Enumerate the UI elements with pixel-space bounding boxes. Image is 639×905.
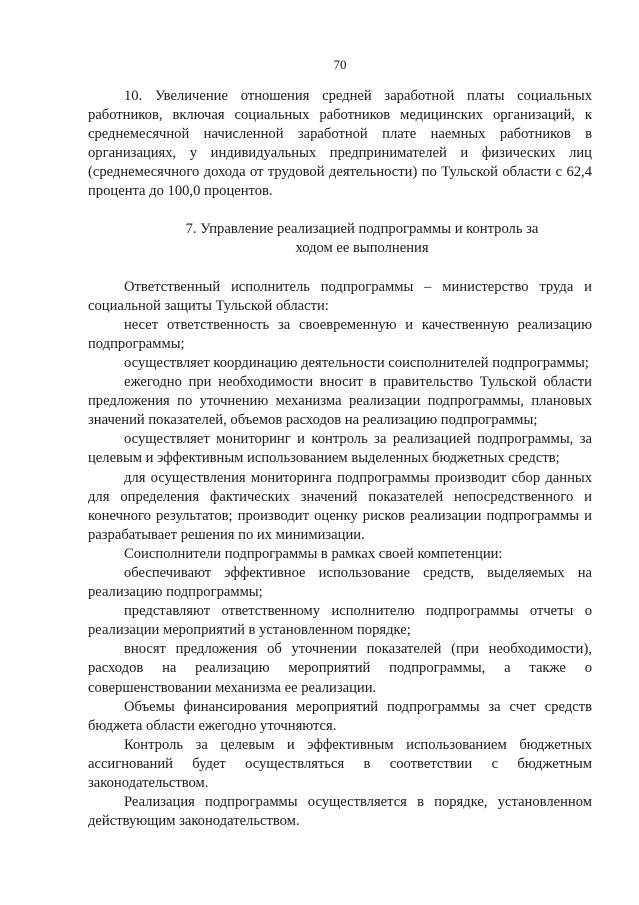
paragraph-effective-use: обеспечивают эффективное использование средств, выделяемых на реализацию подпрограммы; [88, 564, 592, 601]
paragraph-proposals: ежегодно при необходимости вносит в правительство Тульской области предложения по уточнению механизма реализации подпрограммы, плановых значений показателей, объемов расходов на реализацию подпрограммы; [88, 374, 592, 429]
paragraph-co-executors: Соисполнители подпрограммы в рамках своей компетенции: [124, 545, 503, 562]
section-heading: 7. Управление реализацией подпрограммы и контроль за ходом ее выполнения [185, 220, 539, 256]
paragraph-responsibility: несет ответственность за своевременную и качественную реализацию подпрограммы; [88, 316, 592, 352]
paragraph-monitoring: осуществляет мониторинг и контроль за реализацией подпрограммы, за целевым и эффективным использованием выделенных бюджетных средств; [88, 431, 592, 467]
item-10-paragraph: 10. Увеличение отношения средней заработной платы социальных работников, включая социальных работников медицинских организаций, к среднемесячной начисленной заработной плате наемных работников в организациях, у индивидуальных предпринимателей и физических лиц (среднемесячного дохода от трудовой деятельности) по Тульской области с 62,4 процента до 100,0 процентов. [88, 88, 592, 200]
paragraph-financing: Объемы финансирования мероприятий подпрограммы за счет средств бюджета области ежегодно уточняются. [88, 698, 592, 734]
paragraph-reports: представляют ответственному исполнителю подпрограммы отчеты о реализации мероприятий в установленном порядке; [88, 603, 592, 639]
paragraph-data-collection: для осуществления мониторинга подпрограммы производит сбор данных для определения фактических значений показателей непосредственного и конечного результатов; производит оценку рисков реализации подпрограммы и разрабатывает решения по их минимизации. [88, 469, 592, 543]
page-number: 70 [333, 57, 347, 72]
document-page [88, 0, 592, 905]
document-body [88, 87, 592, 831]
paragraph-coordination: осуществляет координацию деятельности соисполнителей подпрограммы; [124, 354, 589, 371]
paragraph-responsible-executor: Ответственный исполнитель подпрограммы – министерство труда и социальной защиты Тульской области: [88, 278, 592, 314]
paragraph-control: Контроль за целевым и эффективным использованием бюджетных ассигнований будет осуществляться в соответствии с бюджетным законодательством. [88, 736, 592, 791]
paragraph-implementation: Реализация подпрограммы осуществляется в порядке, установленном действующим законодательством. [88, 794, 592, 830]
paragraph-indicator-proposals: вносят предложения об уточнении показателей (при необходимости), расходов на реализацию мероприятий подпрограммы, а также о совершенствовании механизма ее реализации. [88, 641, 592, 696]
